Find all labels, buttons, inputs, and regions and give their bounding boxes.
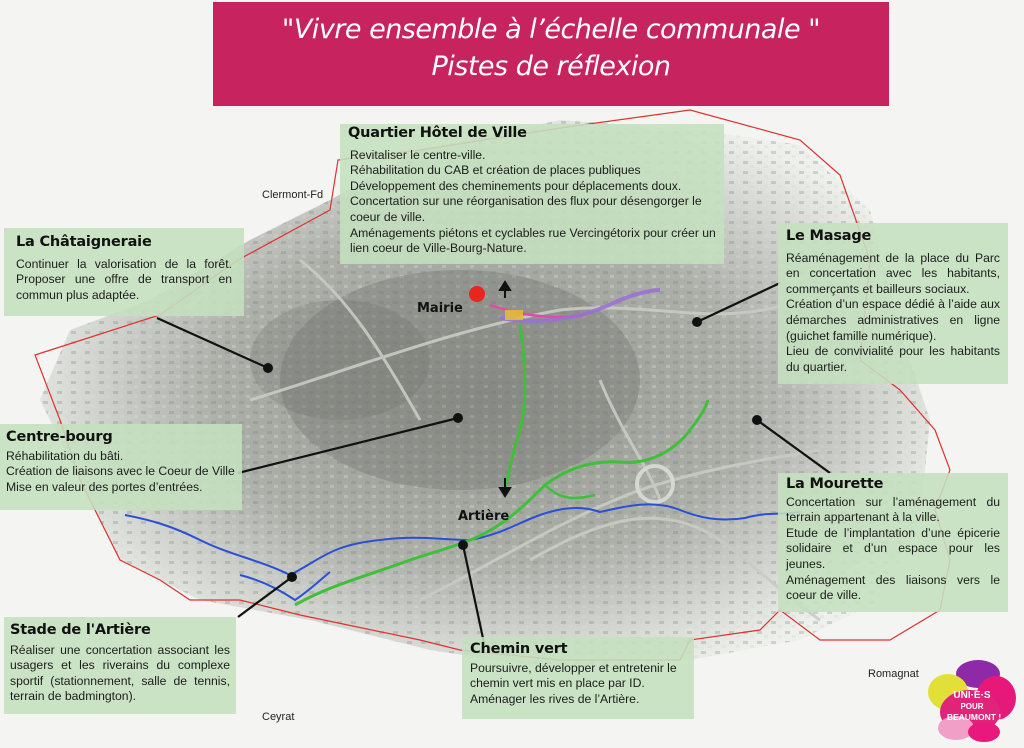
card-chemin-vert-title: Chemin vert xyxy=(470,641,568,657)
card-chataigneraie-title: La Châtaigneraie xyxy=(16,234,152,250)
masage-paragraph: Réaménagement de la place du Parc en concertation avec les habitants, commerçants et bailleurs sociaux. xyxy=(786,250,1000,296)
card-centre-bourg-title: Centre-bourg xyxy=(6,429,113,445)
title-line-2: Pistes de réflexion xyxy=(431,51,671,82)
place-ceyrat: Ceyrat xyxy=(262,711,295,723)
card-centre-bourg xyxy=(0,424,242,510)
mourette-paragraph: Aménagement des liaisons vers le coeur de ville. xyxy=(786,572,1000,603)
masage-paragraph: Création d’un espace dédié à l’aide aux démarches administratives en ligne (guichet famille numérique). xyxy=(786,297,1000,343)
logo-line-3: BEAUMONT ! xyxy=(946,712,1002,722)
card-stade-artiere xyxy=(4,617,236,714)
hotel-de-ville-line: Réhabilitation du CAB et création de places publiques xyxy=(350,163,641,178)
masage-paragraph: Lieu de convivialité pour les habitants du quartier. xyxy=(786,344,1000,374)
title-banner xyxy=(213,2,889,106)
chataigneraie-text: Continuer la valorisation de la forêt. Proposer une offre de transport en commun plus adaptée. xyxy=(16,256,232,302)
card-chataigneraie xyxy=(4,228,244,316)
card-mourette-title: La Mourette xyxy=(786,476,884,492)
hotel-de-ville-line: Revitaliser le centre-ville. xyxy=(350,147,486,162)
chemin-vert-line: Aménager les rives de l’Artière. xyxy=(470,691,640,706)
centre-bourg-line: Création de liaisons avec le Coeur de Ville xyxy=(6,464,235,479)
label-mairie: Mairie xyxy=(417,301,463,316)
hotel-de-ville-line: Aménagements piétons et cyclables rue Vercingétorix pour créer un lien coeur de Ville-Bourg-Nature. xyxy=(350,225,716,256)
card-stade-artiere-title: Stade de l'Artière xyxy=(10,622,151,638)
card-mourette xyxy=(778,473,1008,612)
mairie-marker xyxy=(469,286,485,302)
stade-artiere-text: Réaliser une concertation associant les usagers et les riverains du complexe sportif (stationnement, salle de tennis, terrain de badmington). xyxy=(10,642,230,704)
mourette-paragraph: Etude de l’implantation d’une épicerie solidaire et d’un espace pour les jeunes. xyxy=(786,525,1000,571)
card-hotel-de-ville-title: Quartier Hôtel de Ville xyxy=(348,125,527,141)
hotel-de-ville-line: Concertation sur une réorganisation des flux pour désengorger le coeur de ville. xyxy=(350,194,702,224)
hotel-de-ville-line: Développement des cheminements pour déplacements doux. xyxy=(350,178,682,193)
place-clermont: Clermont-Fd xyxy=(262,189,324,201)
centre-bourg-line: Mise en valeur des portes d’entrées. xyxy=(6,479,203,494)
logo-line-1: UNI·E·S xyxy=(953,690,991,701)
card-masage-title: Le Masage xyxy=(786,228,872,244)
mourette-paragraph: Concertation sur l’aménagement du terrain appartenant à la ville. xyxy=(786,494,1000,525)
label-artiere: Artière xyxy=(458,509,510,524)
card-chemin-vert xyxy=(462,637,694,719)
logo-line-2: POUR xyxy=(960,702,984,711)
card-masage xyxy=(778,223,1008,384)
card-hotel-de-ville xyxy=(340,124,724,264)
unies-pour-beaumont-logo xyxy=(926,658,1018,744)
centre-bourg-line: Réhabilitation du bâti. xyxy=(6,448,124,463)
title-line-1: "Vivre ensemble à l’échelle communale " xyxy=(281,14,821,45)
place-romagnat: Romagnat xyxy=(868,668,919,680)
chemin-vert-line: Poursuivre, développer et entretenir le chemin vert mis en place par ID. xyxy=(470,660,677,691)
